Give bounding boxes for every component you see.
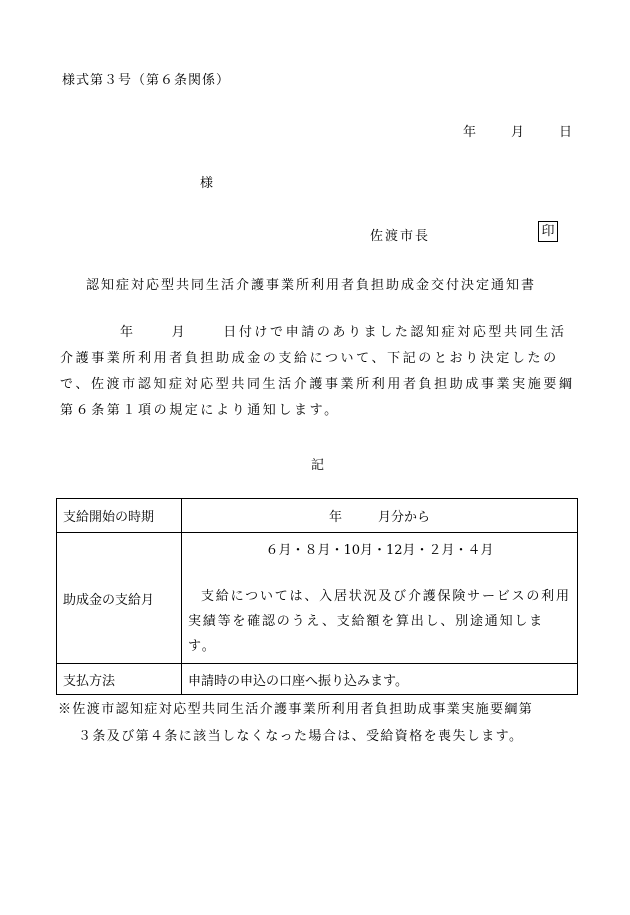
payment-months-label: 助成金の支給月 <box>57 533 182 664</box>
payment-method-value: 申請時の申込の口座へ振り込みます。 <box>182 664 578 695</box>
table-row <box>57 533 578 664</box>
details-table <box>56 498 578 695</box>
sender-name: 佐渡市長 <box>370 229 431 244</box>
seal-stamp: 印 <box>538 221 558 242</box>
body-text: 日付けで申請のありました認知症対応型共同生活介護事業所利用者負担助成金の支給について、下記のとおり決定したので、佐渡市認知症対応型共同生活介護事業所利用者負担助成事業実施要綱第６条第１項の規定により通知します。 <box>60 325 575 418</box>
payment-months: ６月・８月・10月・12月・２月・４月 <box>265 543 494 558</box>
date-year: 年 <box>463 125 477 140</box>
addressee: 様 <box>200 176 214 191</box>
payment-method-label: 支払方法 <box>57 664 182 695</box>
body-year: 年 <box>120 325 136 340</box>
document-title: 認知症対応型共同生活介護事業所利用者負担助成金交付決定通知書 <box>86 278 537 293</box>
ki-heading: 記 <box>311 458 325 473</box>
body-month: 月 <box>171 325 188 340</box>
table-row <box>57 664 578 695</box>
date-month: 月 <box>511 125 525 140</box>
date-day: 日 <box>559 125 573 140</box>
form-number-label: 様式第３号（第６条関係） <box>62 73 231 88</box>
payment-months-value <box>182 533 578 664</box>
start-period-value: 年 月分から <box>182 499 578 533</box>
footnote-line-2: ３条及び第４条に該当しなくなった場合は、受給資格を喪失します。 <box>78 729 524 744</box>
start-period-label: 支給開始の時期 <box>57 499 182 533</box>
footnote <box>58 696 578 750</box>
table-row <box>57 499 578 533</box>
footnote-line-1: ※佐渡市認知症対応型共同生活介護事業所利用者負担助成事業実施要綱第 <box>58 702 534 717</box>
payment-note: 支給については、入居状況及び介護保険サービスの利用実績等を確認のうえ、支給額を算出し、別途通知します。 <box>188 589 571 654</box>
notice-body <box>60 320 580 424</box>
